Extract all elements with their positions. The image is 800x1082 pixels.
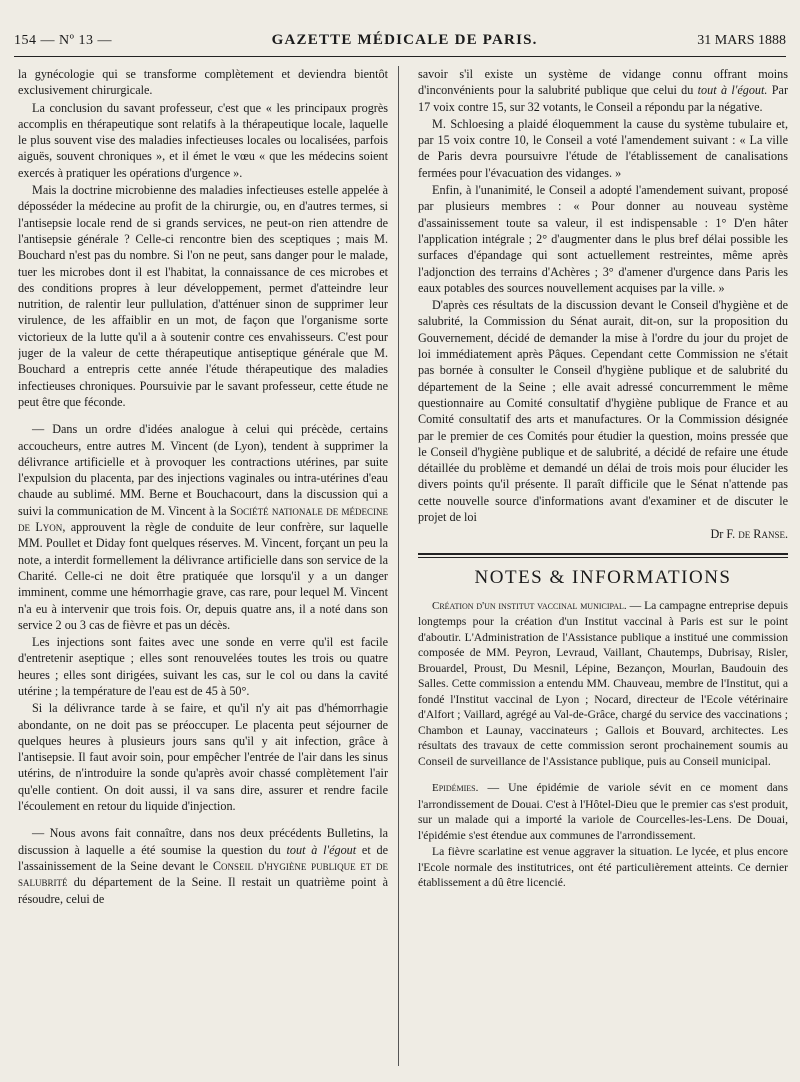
paragraph: savoir s'il existe un système de vidange connu offrant moins d'inconvénients pour la salubrité publique que celui du tout à l'égout. Par 17 voix contre 15, sur 32 votants, le Conseil a répondu par la négative. — [418, 67, 788, 114]
notes-section — [418, 598, 788, 891]
paragraph: Mais la doctrine microbienne des maladies infectieuses estelle appelée à déposséder la médecine au profit de la chirurgie, ou, en d'autres termes, si l'antisepsie locale rend de si grands services, ne peut-on rien attendre de l'antisepsie générale ? Celle-ci rencontre bien des sceptiques ; mais M. Bouchard n'est pas du nombre. Si l'on ne peut, sans danger pour le malade, tuer les microbes dont il est l'habitat, la connaissance de ces microbes et des conditions propres à leur développement, permet d'atteindre leur nutrition, de ralentir leur pullulation, d'atténuer sinon de supprimer leur virulence, de les affaiblir en un mot, de façon que l'organisme sorte victorieux de la lutte qu'il a à soutenir contre ces envahisseurs. C'est pour juger de la valeur de cette thérapeutique antiseptique générale que M. Bouchard a entrepris cette année l'étude thérapeutique des maladies infectieuses chroniques. Poursuivie par le savant professeur, cette étude ne peut être que féconde. — [18, 183, 388, 409]
page-header — [14, 32, 786, 57]
paragraph: Si la délivrance tarde à se faire, et qu'il n'y ait pas d'hémorrhagie abondante, on ne doit pas se préoccuper. Le placenta peut séjourner de quelques heures à plusieurs jours sans qu'il y ait infection, grâce à l'antisepsie. Il faut avoir soin, pour empêcher l'entrée de l'air dans les sinus utérins, de n'introduire la sonde qu'après avoir chassé complètement l'air qu'elle contient. On doit aussi, il va sans dire, assurer et rendre facile l'écoulement en retour du liquide d'injection. — [18, 701, 388, 814]
section-title: NOTES & INFORMATIONS — [474, 566, 732, 588]
right-column — [418, 66, 788, 1066]
paragraph: D'après ces résultats de la discussion devant le Conseil d'hygiène et de salubrité, la Commission du Sénat aurait, dit-on, sur la proposition du Gouvernement, décidé de demander la mise à l'ordre du jour du projet de loi immédiatement après Pâques. Cependant cette Commission ne s'était pas bornée à consulter le Conseil d'hygiène publique et de salubrité du département de la Seine ; elle avait adressé concurremment le même questionnaire au Comité consultatif d'hygiène publique de France et au Comité consultatif des arts et manufactures. Or la Commission désignée par le premier de ces Comités pour étudier la question, moins pressée que le Conseil d'hygiène publique et de salubrité, a décidé de refaire une étude détaillée du problème et demandé un délai de trois mois pour élucider les divers points qu'il présente. Il paraît difficile que le Sénat n'attende pas cette nouvelle source d'informations avant d'examiner et de discuter le projet de loi — [418, 298, 788, 525]
paragraph: La conclusion du savant professeur, c'est que « les principaux progrès accomplis en thérapeutique sont relatifs à la thérapeutique locale, laquelle le plus souvent vise des maladies infectieuses locales ou localisées, parfois aiguës, souvent chroniques », et il émet le vœu « que les médecins soient exercés à pratiquer les opérations d'urgence ». — [18, 100, 388, 180]
issue-date: 31 MARS 1888 — [697, 33, 786, 48]
note-item: Création d'un institut vaccinal municipal. — La campagne entreprise depuis longtemps pour la création d'un Institut vaccinal à Paris est sur le point d'aboutir. L'Administration de l'Assistance publique a institué une commission composée de MM. Peyron, Levraud, Vaillant, Chautemps, Dubrisay, Risler, Brouardel, Proust, Du Mesnil, Lépine, Bezançon, Mourlan, Baudouin des Salles. Cette commission a entendu MM. Chauveau, membre de l'Institut, qui a fondé l'Institut vaccinal de Lyon ; Nocard, directeur de l'Ecole vétérinaire d'Alfort ; Vaillard, agrégé au Val-de-Grâce, chargé du service des vaccinations ; Chambon et Launay, vaccinateurs ; Gallois et Bouvard, architectes. Les résultats des travaux de cette commission seront prochainement soumis au Conseil de surveillance de l'Assistance publique, puis au Conseil municipal. — [418, 598, 788, 768]
note-item: La fièvre scarlatine est venue aggraver la situation. Le lycée, et plus encore l'Ecole normale des institutrices, ont été particulièrement atteints. Ce dernier établissement a dû être licencié. — [418, 845, 788, 890]
paragraph: M. Schloesing a plaidé éloquemment la cause du système tubulaire et, par 15 voix contre 10, le Conseil a voté l'amendement suivant : « La ville de Paris devra poursuivre l'étude de l'établissement de canalisations fermées pour l'évacuation des vidanges. » — [418, 116, 788, 180]
paragraph: la gynécologie qui se transforme complètement et deviendra bientôt exclusivement chirurgicale. — [18, 67, 388, 98]
section-divider — [418, 553, 788, 558]
journal-title: GAZETTE MÉDICALE DE PARIS. — [271, 32, 538, 48]
paragraph: — Nous avons fait connaître, dans nos deux précédents Bulletins, la discussion à laquelle a été soumise la question du tout à l'égout et de l'assainissement de la Seine devant le Conseil d'hygiène publique et de salubrité du département de la Seine. Il restait un quatrième point à résoudre, celui de — [18, 826, 388, 906]
paragraph: Enfin, à l'unanimité, le Conseil a adopté l'amendement suivant, proposé par plusieurs membres : « Pour donner au nouveau système d'assainissement toute sa valeur, il est indispensable : 1° D'en hâter l'application intégrale ; 2° d'augmenter dans le plus bref délai possible les surfaces d'épandage qui sont actuellement restreintes, même après l'adjonction des terrains d'Achères ; 3° d'amener d'urgence dans Paris les eaux potables des sources nouvellement acquises par la ville. » — [418, 183, 788, 295]
paragraph: Les injections sont faites avec une sonde en verre qu'il est facile d'entretenir aseptique ; elles sont renouvelées toutes les trois ou quatre heures ; elles sont dirigées, suivant les cas, sur le col ou dans la cavité utérine ; la température de l'eau est de 45 à 50°. — [18, 635, 388, 698]
author-signature: Dr F. de Ranse. — [710, 527, 788, 542]
left-column — [18, 66, 399, 1066]
text-columns — [18, 66, 788, 1066]
paragraph: — Dans un ordre d'idées analogue à celui qui précède, certains accoucheurs, entre autres M. Vincent (de Lyon), tendent à supprimer la délivrance artificielle et à provoquer les contractions utérines, par suite l'expulsion du placenta, par des injections vaginales ou intra-utérines d'eau chaude au sublimé. MM. Berne et Bouchacourt, dans la discussion qui a suivi la communication de M. Vincent à la Société nationale de médecine de Lyon, approuvent la règle de conduite de leur confrère, sur laquelle MM. Poullet et Diday font quelques réserves. M. Vincent, forçant un peu la note, a interdit formellement la délivrance artificielle dans son service de la Charité. Celle-ci ne doit être pratiquée que lorsqu'il y a un danger imminent, comme une hémorrhagie grave, cas rare, pour lequel M. Vincent n'a eu à intervenir que trois fois. Or, depuis quatre ans, il a noté dans son service 2 ou 3 cas de fièvre et pas un décès. — [18, 422, 388, 632]
note-item: Epidémies. — Une épidémie de variole sévit en ce moment dans l'arrondissement de Douai. C'est à l'Hôtel-Dieu que le premier cas s'est produit, sur un malade qui a importé la variole de Courcelles-les-Lens. De Douai, l'épidémie s'est étendue aux communes de l'arrondissement. — [418, 781, 788, 842]
page-number: 154 — Nº 13 — — [14, 33, 112, 48]
